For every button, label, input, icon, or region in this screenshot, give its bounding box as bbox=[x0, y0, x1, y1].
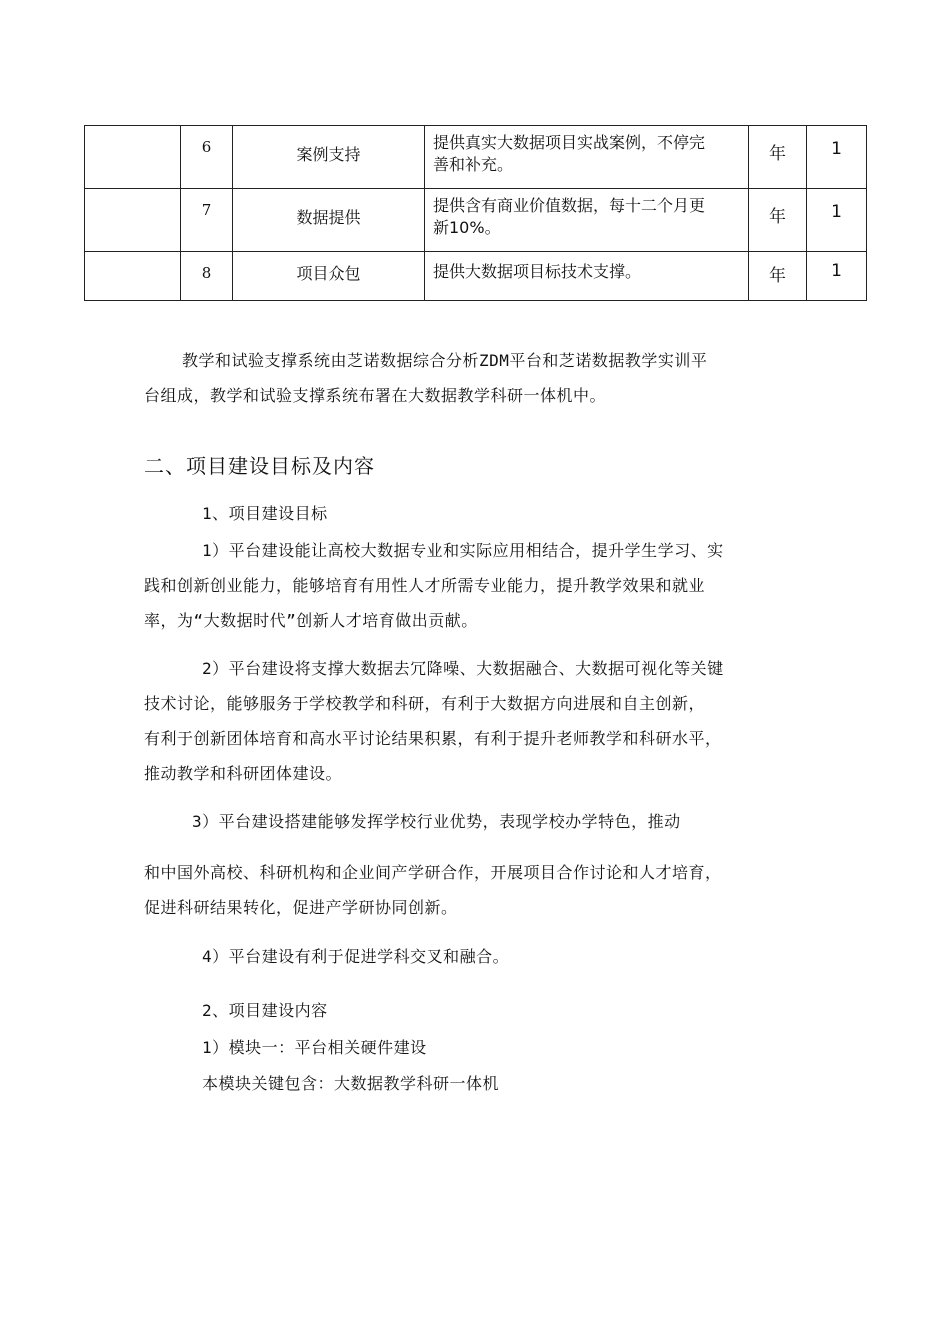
row-name: 项目众包 bbox=[233, 252, 425, 301]
row-quantity: 1 bbox=[807, 126, 867, 189]
row-quantity: 1 bbox=[807, 189, 867, 252]
goal-paragraph-3-first: 3）平台建设搭建能够发挥学校行业优势，表现学校办学特色，推动 bbox=[192, 812, 681, 831]
row-unit: 年 bbox=[749, 189, 807, 252]
row-index: 7 bbox=[181, 189, 233, 252]
row-unit: 年 bbox=[749, 252, 807, 301]
goal-paragraph-4: 4）平台建设有利于促进学科交叉和融合。 bbox=[202, 947, 510, 966]
goal-paragraph-3: 和中国外高校、科研机构和企业间产学研合作，开展项目合作讨论和人才培育， 促进科研结果转化，促进产学研协同创新。 bbox=[144, 863, 722, 917]
goal-paragraph-1: 1）平台建设能让高校大数据专业和实际应用相结合，提升学生学习、实 践和创新创业能力，能够培育有用性人才所需专业能力，提升教学效果和就业 率，为“大数据时代”创新人才培育做出贡献。 bbox=[144, 541, 724, 630]
content-heading: 2、项目建设内容 bbox=[202, 1001, 328, 1020]
table-row bbox=[85, 126, 867, 189]
table-row bbox=[85, 189, 867, 252]
equipment-table bbox=[84, 125, 867, 301]
module-1-description: 本模块关键包含：大数据教学科研一体机 bbox=[202, 1074, 500, 1093]
row-quantity: 1 bbox=[807, 252, 867, 301]
row-unit: 年 bbox=[749, 126, 807, 189]
intro-paragraph: 教学和试验支撑系统由芝诺数据综合分析ZDM平台和芝诺数据教学实训平 台组成，教学和试验支撑系统布署在大数据教学科研一体机中。 bbox=[144, 351, 708, 405]
module-1-title: 1）模块一：平台相关硬件建设 bbox=[202, 1038, 427, 1057]
section-heading: 二、项目建设目标及内容 bbox=[144, 454, 375, 478]
table-cell-empty bbox=[85, 252, 181, 301]
goal-heading: 1、项目建设目标 bbox=[202, 504, 328, 523]
row-description: 提供含有商业价值数据，每十二个月更 新10%。 bbox=[425, 189, 749, 252]
goal-paragraph-2: 2）平台建设将支撑大数据去冗降噪、大数据融合、大数据可视化等关键 技术讨论，能够服务于学校教学和科研，有利于大数据方向进展和自主创新， 有利于创新团体培育和高水平讨论结果积累，有利于提升老师教学和科研水平， 推动教学和科研团体建设。 bbox=[144, 659, 724, 783]
table-cell-empty bbox=[85, 126, 181, 189]
row-index: 6 bbox=[181, 126, 233, 189]
table-row bbox=[85, 252, 867, 301]
row-name: 数据提供 bbox=[233, 189, 425, 252]
row-index: 8 bbox=[181, 252, 233, 301]
row-description: 提供真实大数据项目实战案例，不停完 善和补充。 bbox=[425, 126, 749, 189]
table-cell-empty bbox=[85, 189, 181, 252]
row-name: 案例支持 bbox=[233, 126, 425, 189]
row-description: 提供大数据项目标技术支撑。 bbox=[425, 252, 749, 301]
